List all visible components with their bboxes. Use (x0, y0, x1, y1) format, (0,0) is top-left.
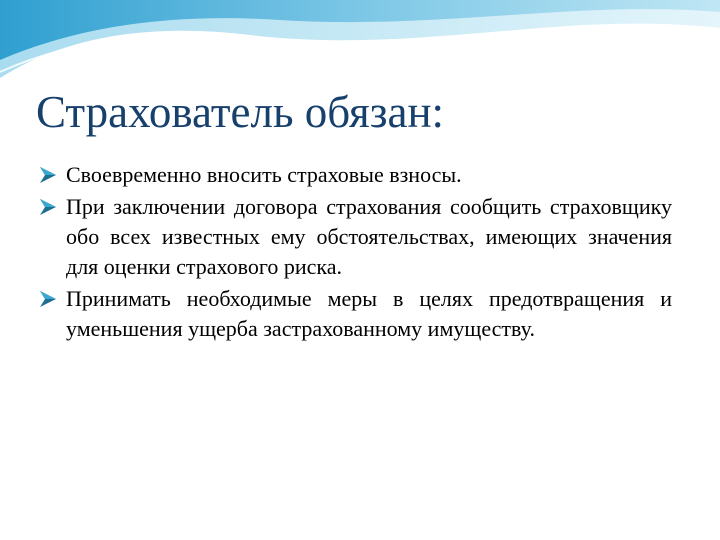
decorative-wave (0, 0, 720, 90)
bullet-text: При заключении договора страхования сообщить страховщику обо всех известных ему обстоятельствах, имеющих значения для оценки страхового риска. (66, 194, 672, 279)
bullet-item (38, 160, 672, 190)
arrowhead-icon (38, 289, 58, 309)
bullet-text: Своевременно вносить страховые взносы. (66, 162, 462, 187)
bullet-list (38, 160, 672, 346)
bullet-text: Принимать необходимые меры в целях предотвращения и уменьшения ущерба застрахованному имуществу. (66, 286, 672, 341)
slide-title: Страхователь обязан: (36, 87, 445, 137)
bullet-item (38, 284, 672, 344)
arrowhead-icon (38, 197, 58, 217)
arrowhead-icon (38, 165, 58, 185)
bullet-item (38, 192, 672, 282)
